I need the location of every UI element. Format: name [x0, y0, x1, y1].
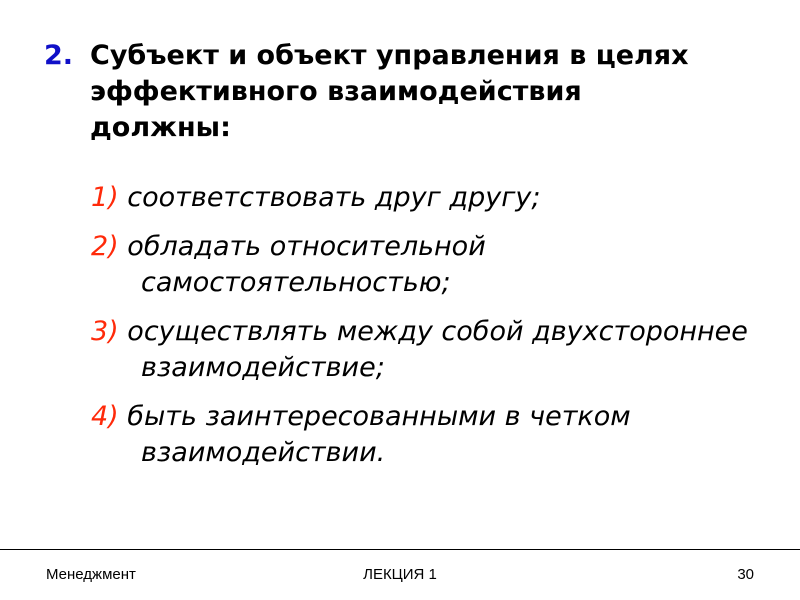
list-item	[91, 180, 781, 216]
list-item	[91, 314, 781, 386]
requirements-list	[91, 180, 781, 484]
list-item-number: 4)	[91, 401, 119, 432]
footer-course-name: Менеджмент	[46, 566, 136, 583]
list-item-number: 3)	[91, 316, 119, 347]
list-item-number: 2)	[91, 231, 119, 262]
footer-page-number: 30	[737, 566, 754, 583]
heading-text: Субъект и объект управления в целях эффективного взаимодействия должны:	[90, 40, 689, 143]
list-item-number: 1)	[91, 182, 119, 213]
list-item-text: быть заинтересованными в четком взаимодействии.	[118, 401, 631, 468]
footer-divider	[0, 549, 800, 550]
list-item-text: обладать относительной самостоятельностью;	[118, 231, 486, 298]
list-item	[91, 399, 781, 471]
list-item	[91, 229, 781, 301]
footer-lecture-label: ЛЕКЦИЯ 1	[363, 566, 437, 583]
list-item-text: соответствовать друг другу;	[118, 182, 541, 213]
heading-number: 2.	[44, 40, 74, 71]
slide-heading	[44, 38, 764, 146]
list-item-text: осуществлять между собой двухстороннее взаимодействие;	[118, 316, 748, 383]
